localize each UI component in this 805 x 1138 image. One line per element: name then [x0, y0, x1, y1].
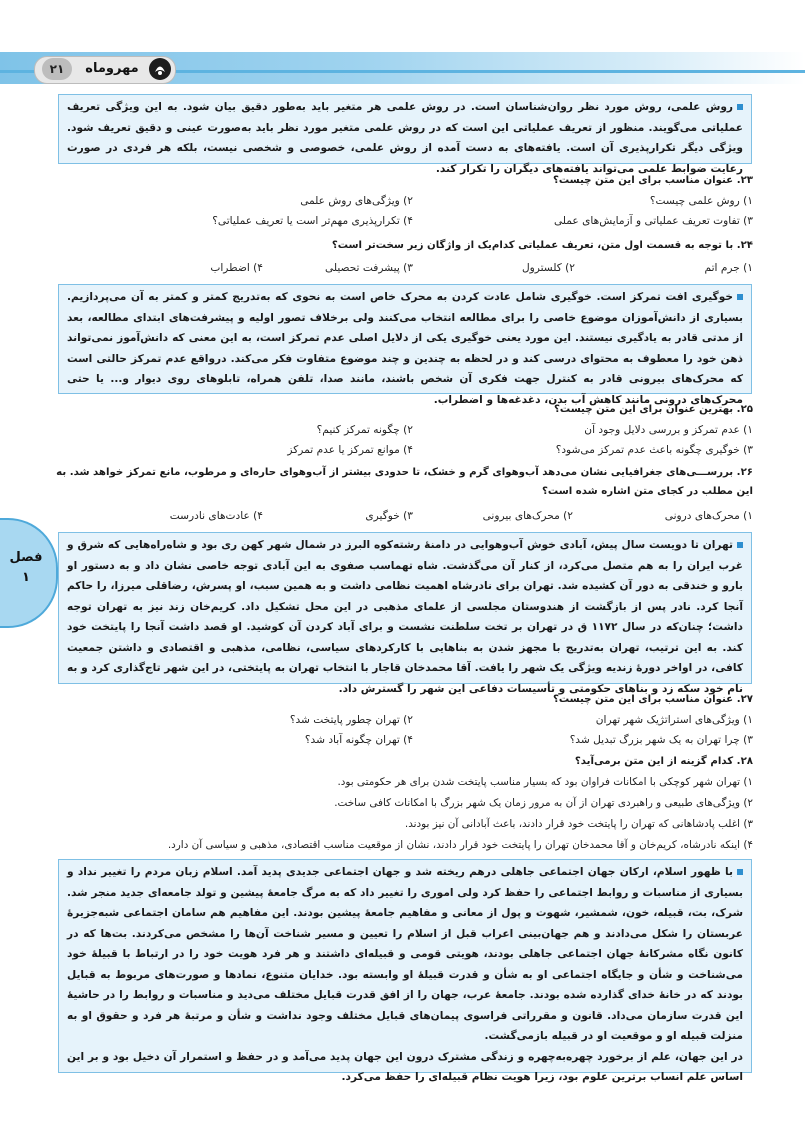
q26-option-2[interactable]: ۲) محرک‌های بیرونی — [482, 510, 573, 522]
q23-option-1[interactable]: ۱) روش علمی چیست؟ — [649, 195, 753, 207]
q23-option-2[interactable]: ۲) ویژگی‌های روش علمی — [300, 195, 413, 207]
question-27-stem: ۲۷. عنوان مناسب برای این متن چیست؟ — [552, 694, 753, 705]
passage-1-text: روش علمی، روش مورد نظر روان‌شناسان است. در روش علمی هر متغیر باید به‌طور دقیق بیان شود. به این ویژگی تعریف عملیاتی می‌گویند. منظور از تعریف عملیاتی این است که در روش علمی متغیر مورد نظر باید به‌صورت عینی و دقیق تعریف شود. ویژگی دیگر تکرارپذیری آن است. یافته‌های به دست آمده از روش علمی، خصوصی و شخصی نیست، بلکه هر فردی در صورت رعایت ضوابط علمی می‌تواند یافته‌های دیگران را تکرار کند. — [67, 101, 743, 175]
question-23-stem: ۲۳. عنوان مناسب برای این متن چیست؟ — [552, 175, 753, 186]
q28-option-4[interactable]: ۴) اینکه نادرشاه، کریم‌خان و آقا محمدخان تهران را پایتخت خود قرار دادند، نشان از موقعیت مناسب اقتصادی، مذهبی و سیاسی آن دارد. — [167, 839, 753, 851]
q27-option-2[interactable]: ۲) تهران چطور پایتخت شد؟ — [289, 714, 413, 726]
chapter-tab-label — [6, 548, 46, 588]
bullet-icon — [737, 869, 743, 875]
q26-option-1[interactable]: ۱) محرک‌های درونی — [664, 510, 753, 522]
chapter-tab-number: ۱ — [22, 570, 30, 585]
q24-option-2[interactable]: ۲) کلسترول — [521, 262, 575, 274]
q24-option-3[interactable]: ۳) پیشرفت تحصیلی — [325, 262, 413, 274]
passage-3 — [58, 532, 752, 695]
q28-option-2[interactable]: ۲) ویژگی‌های طبیعی و راهبردی تهران از آن به مرور زمان یک شهر بزرگ با امکانات کافی ساخت. — [334, 797, 753, 809]
q24-option-1[interactable]: ۱) جرم اتم — [704, 262, 753, 274]
q25-option-4[interactable]: ۴) موانع تمرکز یا عدم تمرکز — [287, 444, 413, 456]
q27-option-3[interactable]: ۳) چرا تهران به یک شهر بزرگ تبدیل شد؟ — [569, 734, 753, 746]
passage-3-text: تهران تا دویست سال پیش، آبادی خوش آب‌وهوایی در دامنهٔ رشته‌کوه البرز در شمال شهر کهن ری بود و شاه‌راه‌هایی که شرق و غرب ایران را به هم متصل می‌کرد، از کنار آن می‌گذشت. شاه تهماسب صفوی به این آبادی توجه خاصی نشان داد و به دستور او بارو و خندقی به دور آن کشیده شد. تهران برای نادرشاه اهمیت نظامی داشت و به همین سبب، او پسرش، رضاقلی میرزا، را حاکم آنجا کرد. نادر پس از بازگشت از هندوستان مجلسی از علمای مذهبی در این محل تشکیل داد. کریم‌خان زند نیز به تهران توجه داشت؛ چنان‌که در سال ۱۱۷۲ ق در تهران بر تخت سلطنت نشست و برای آباد کردن آن کوشید. او قصد داشت آنجا را پایتخت خود کند. به این ترتیب، تهران به‌تدریج با مجهز شدن به بناهایی با کارکردهای سیاسی، نظامی، مذهبی و اقتصادی و داشتن جمعیت کافی، در اواخر دورهٔ زندیه ویژگی یک شهر را یافت. آقا محمدخان قاجار با انتخاب تهران به پایتختی، در این شهر تاج‌گذاری کرد و به نام خود سکه زد و بناهای حکومتی و تأسیسات دفاعی این شهر را گسترش داد. — [67, 539, 743, 695]
bullet-icon — [737, 104, 743, 110]
passage-4-para-1: با ظهور اسلام، ارکان جهان اجتماعی جاهلی درهم ریخته شد و جهان اجتماعی جدیدی پدید آمد. اسلام زبان مردم را تغییر نداد و بسیاری از مناسبات و روابط اجتماعی را حفظ کرد ولی اموری را تغییر داد که به مرگ جامعهٔ پیشین و تولد جامعه‌ای جدید منجر شد. شرک، بت، قبیله، خون، شمشیر، شهوت و پول از معانی و مفاهیم جامعهٔ پیشین بودند. این مفاهیم هم سامان اجتماعی شبه‌جزیرهٔ عربستان را شکل می‌دادند و هم جهان‌بینی اعراب قبل از اسلام را تعیین و مسیر شناخت آن‌ها را مشخص می‌کردند. بت‌ها که در کانون نگاه مشرکانهٔ جهان اجتماعی جاهلی بودند، هویتی قومی و قبیله‌ای داشتند و هر فرد هویت خود را در ارتباط با قبیلهٔ خود می‌شناخت و شأن و جایگاه اجتماعی او به شأن و قدرت قبیلهٔ او وابسته بود. خدایان متنوع، نمادها و صورت‌های مربوط به قبایل بودند که در خانهٔ خدای گذارده شده بودند. جامعهٔ عرب، جهان را از افق قدرت قبایل مختلف می‌دید و مناسبات و روابط را در حاشیهٔ این قدرت سازمان می‌داد. قانون و مقرراتی فراسوی پیمان‌های قبایل مختلف وجود نداشت و شأن و مرتبهٔ هر فرد و حقوق او به منزلت قبیله او و موقعیت او در قبیله بازمی‌گشت. — [67, 866, 743, 1042]
passage-2 — [58, 284, 752, 406]
question-26-stem: ۲۶. بررســـی‌های جغرافیایی نشان می‌دهد آب‌وهوای گرم و خشک، تا حدودی بیشتر از آب‌وهوای حاره‌ای و مرطوب، مانع تمرکز خواهد شد. به این مطلب در کجای متن اشاره شده است؟ — [56, 467, 753, 497]
bullet-icon — [737, 294, 743, 300]
q26-option-4[interactable]: ۴) عادت‌های نادرست — [169, 510, 263, 522]
q26-option-3[interactable]: ۳) خوگیری — [365, 510, 413, 522]
q27-option-4[interactable]: ۴) تهران چگونه آباد شد؟ — [304, 734, 413, 746]
question-25-stem: ۲۵. بهترین عنوان برای این متن چیست؟ — [554, 404, 753, 415]
q23-option-3[interactable]: ۳) تفاوت تعریف عملیاتی و آزمایش‌های عملی — [553, 215, 753, 227]
q24-option-4[interactable]: ۴) اضطراب — [210, 262, 263, 274]
q28-option-3[interactable]: ۳) اغلب پادشاهانی که تهران را پایتخت خود قرار دادند، باعث آبادانی آن نیز بودند. — [404, 818, 753, 830]
bullet-icon — [737, 542, 743, 548]
question-24-stem: ۲۴. با توجه به قسمت اول متن، تعریف عملیاتی کدام‌یک از واژگان زیر سخت‌تر است؟ — [331, 240, 753, 251]
passage-4 — [58, 859, 752, 1083]
passage-2-text: خوگیری افت تمرکز است. خوگیری شامل عادت کردن به محرک خاص است به نحوی که به‌تدریج کمتر و کمتر به آن می‌پردازیم. بسیاری از دانش‌آموزان موضوع خاصی را برای مطالعه انتخاب می‌کنند ولی برخلاف تصور اولیه و پیشرفت‌های ابتدای مطالعه، بعد از مدتی قادر به یادگیری نیستند. این مورد یعنی خوگیری یکی از دلایل اصلی عدم تمرکز است، به این معنی که دانش‌آموز نمی‌تواند ذهن خود را معطوف به محتوای درسی کند و در لحظه به چندین و چند موضوع متفاوت فکر می‌کند. درواقع عدم تمرکز حالتی است که محرک‌های بیرونی قادر به کنترل جهت فکری آن شخص باشند، مانند صدا، تلفن همراه، تابلوهای روی دیوار و... یا حتی محرک‌های درونی مانند کاهش آب بدن، دغدغه‌ها و اضطراب. — [67, 291, 743, 406]
q25-option-1[interactable]: ۱) عدم تمرکز و بررسی دلایل وجود آن — [584, 424, 753, 436]
passage-4-para-2: در این جهان، علم از برخورد چهره‌به‌چهره و زندگی مشترک درون این جهان پدید می‌آمد و در حفظ و استمرار آن دخیل بود و بر این اساس علم انساب برترین علوم بود، زیرا هویت نظام قبیله‌ای را حفظ می‌کرد. — [67, 1050, 743, 1083]
chapter-tab-word: فصل — [9, 550, 43, 565]
brand-name: مهروماه — [85, 61, 139, 76]
passage-1 — [58, 94, 752, 175]
q27-option-1[interactable]: ۱) ویژگی‌های استراتژیک شهر تهران — [595, 714, 753, 726]
q23-option-4[interactable]: ۴) تکرارپذیری مهم‌تر است یا تعریف عملیاتی؟ — [212, 215, 413, 227]
q25-option-3[interactable]: ۳) خوگیری چگونه باعث عدم تمرکز می‌شود؟ — [555, 444, 753, 456]
q28-option-1[interactable]: ۱) تهران شهر کوچکی با امکانات فراوان بود که بسیار مناسب پایتخت شدن برای هر حکومتی بود. — [337, 776, 753, 788]
question-28-stem: ۲۸. کدام گزینه از این متن برمی‌آید؟ — [574, 756, 753, 767]
brand-logo-icon — [148, 57, 172, 81]
q25-option-2[interactable]: ۲) چگونه تمرکز کنیم؟ — [316, 424, 413, 436]
page-number: ۲۱ — [42, 58, 72, 80]
